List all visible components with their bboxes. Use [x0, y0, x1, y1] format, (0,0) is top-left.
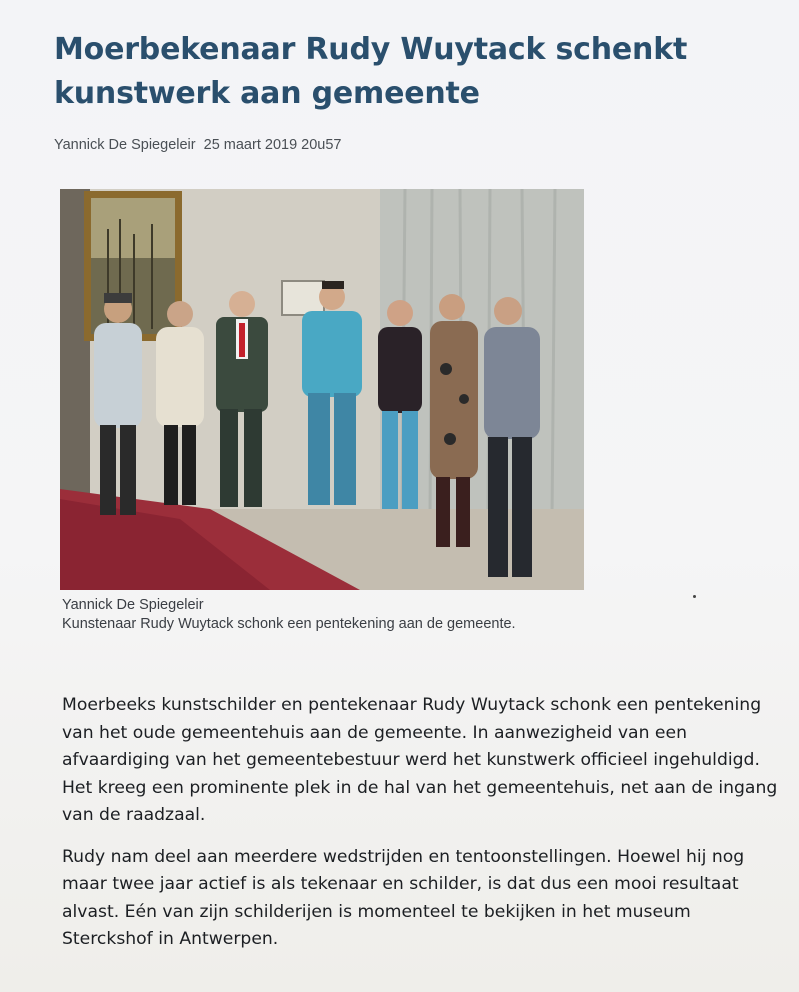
group-photo-illustration — [60, 189, 584, 590]
photo-caption-text: Kunstenaar Rudy Wuytack schonk een pentekening aan de gemeente. — [62, 616, 516, 632]
headline-line-1: Moerbekenaar Rudy Wuytack schenkt — [54, 32, 688, 67]
headline-line-2: kunstwerk aan gemeente — [54, 76, 480, 111]
article-headline — [54, 28, 784, 116]
body-paragraph-1: Moerbeeks kunstschilder en pentekenaar Rudy Wuytack schonk een pentekening van het oude gemeentehuis aan de gemeente. In aanwezigheid van een afvaardiging van het gemeentebestuur werd het kunstwerk officieel ingehuldigd. Het kreeg een prominente plek in de hal van het gemeentehuis, net aan de ingang van de raadzaal. — [62, 695, 778, 825]
photo-credit: Yannick De Spiegeleir — [62, 597, 204, 613]
speck — [693, 595, 696, 598]
article-photo — [60, 189, 584, 590]
article-body — [62, 692, 784, 968]
article-byline — [54, 137, 345, 153]
body-paragraph-2: Rudy nam deel aan meerdere wedstrijden en tentoonstellingen. Hoewel hij nog maar twee jaar actief is als tekenaar en schilder, is dat dus een mooi resultaat alvast. Eén van zijn schilderijen is momenteel te bekijken in het museum Sterckshof in Antwerpen. — [62, 846, 745, 949]
article-header — [54, 28, 784, 116]
byline-author: Yannick De Spiegeleir — [54, 137, 200, 153]
photo-caption — [62, 596, 532, 634]
byline-date: 25 maart 2019 20u57 — [203, 137, 342, 153]
